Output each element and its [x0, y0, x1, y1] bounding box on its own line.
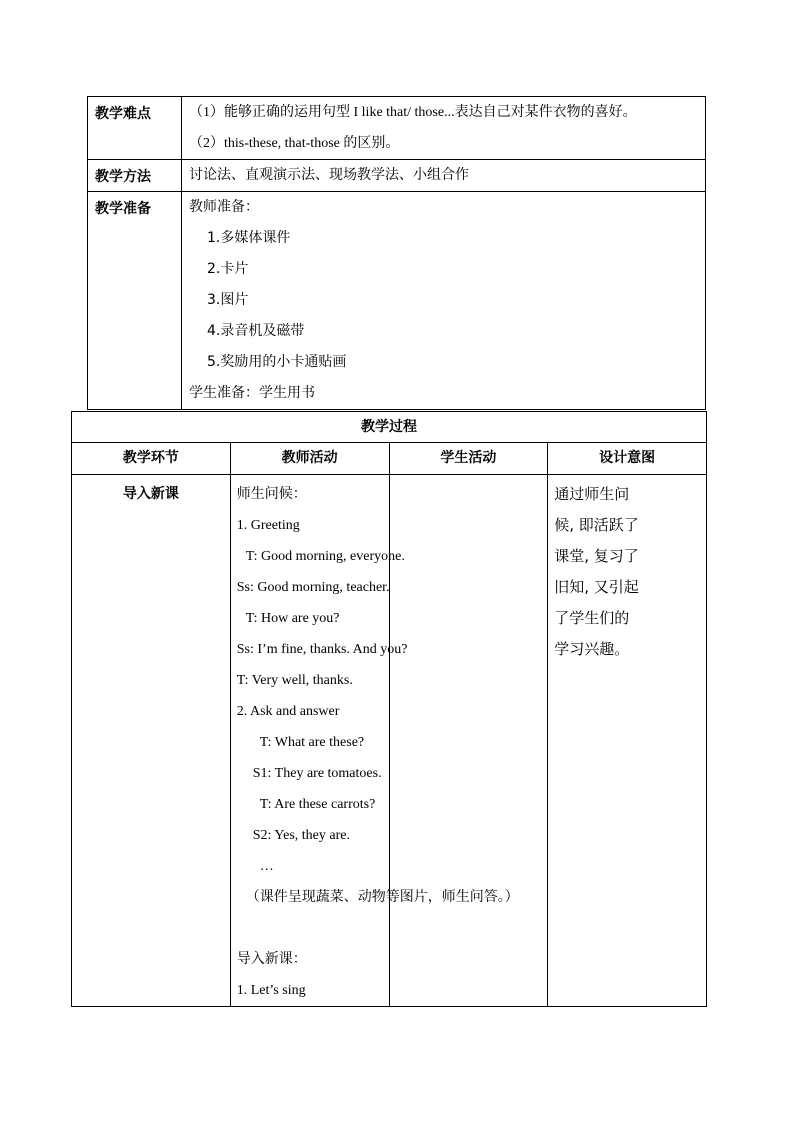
teacher-line: 2. Ask and answer — [236, 704, 340, 719]
prep-label: 教学准备 — [88, 192, 182, 410]
teacher-line: T: What are these? — [259, 735, 365, 750]
teacher-line: … — [259, 859, 274, 874]
prep-row — [88, 192, 706, 410]
prep-line: 4.录音机及磁带 — [207, 323, 305, 339]
col-header-intent: 设计意图 — [548, 443, 707, 475]
difficulty-content — [182, 97, 706, 160]
teacher-line: T: How are you? — [245, 611, 340, 626]
teacher-line: 1. Let’s sing — [236, 983, 306, 998]
method-content — [182, 160, 706, 192]
lesson-info-table — [87, 96, 706, 410]
intent-line: 候, 即活跃了 — [554, 516, 639, 534]
intent-line: 课堂, 复习了 — [554, 547, 639, 565]
col-header-student: 学生活动 — [389, 443, 548, 475]
teacher-line: T: Very well, thanks. — [236, 673, 353, 688]
teacher-line: 导入新课： — [236, 951, 307, 967]
design-intent-cell — [548, 475, 707, 1007]
teacher-line: Ss: I’m fine, thanks. And you? — [236, 642, 408, 657]
intent-line: 了学生们的 — [554, 609, 630, 627]
stage-cell: 导入新课 — [72, 475, 231, 1007]
teacher-line: Ss: Good morning, teacher. — [236, 580, 390, 595]
process-title: 教学过程 — [72, 412, 707, 443]
intent-line: 学习兴趣。 — [554, 640, 630, 658]
intent-line: 旧知, 又引起 — [554, 578, 639, 596]
difficulty-label: 教学难点 — [88, 97, 182, 160]
prep-line: 2.卡片 — [207, 261, 249, 277]
method-text: 讨论法、直观演示法、现场教学法、小组合作 — [189, 167, 469, 183]
teacher-line: （课件呈现蔬菜、动物等图片，师生问答。） — [245, 889, 519, 905]
intent-line: 通过师生问 — [554, 485, 630, 503]
teacher-line-blank — [237, 913, 389, 944]
teacher-line: 师生问候： — [236, 486, 307, 502]
prep-line: 5.奖励用的小卡通贴画 — [207, 354, 347, 370]
difficulty-line: （1）能够正确的运用句型 I like that/ those...表达自己对某件衣物的喜好。 — [189, 105, 637, 120]
prep-content — [182, 192, 706, 410]
col-header-teacher: 教师活动 — [230, 443, 389, 475]
method-label: 教学方法 — [88, 160, 182, 192]
difficulty-line: （2）this-these, that-those 的区别。 — [189, 136, 400, 151]
teacher-line: S1: They are tomatoes. — [252, 766, 382, 781]
teacher-line: T: Are these carrots? — [259, 797, 376, 812]
prep-line: 3.图片 — [207, 292, 249, 308]
teacher-line: 1. Greeting — [236, 518, 300, 533]
teacher-line: S2: Yes, they are. — [252, 828, 350, 843]
prep-line: 教师准备： — [189, 199, 259, 215]
prep-line: 学生准备：学生用书 — [189, 385, 315, 401]
prep-line: 1.多媒体课件 — [207, 230, 291, 246]
method-row — [88, 160, 706, 192]
student-activity-cell — [389, 475, 548, 1007]
process-table — [71, 411, 707, 1007]
teacher-activity-cell — [230, 475, 519, 1007]
col-header-stage: 教学环节 — [72, 443, 231, 475]
difficulty-row — [88, 97, 706, 160]
teacher-line: T: Good morning, everyone. — [245, 549, 405, 564]
